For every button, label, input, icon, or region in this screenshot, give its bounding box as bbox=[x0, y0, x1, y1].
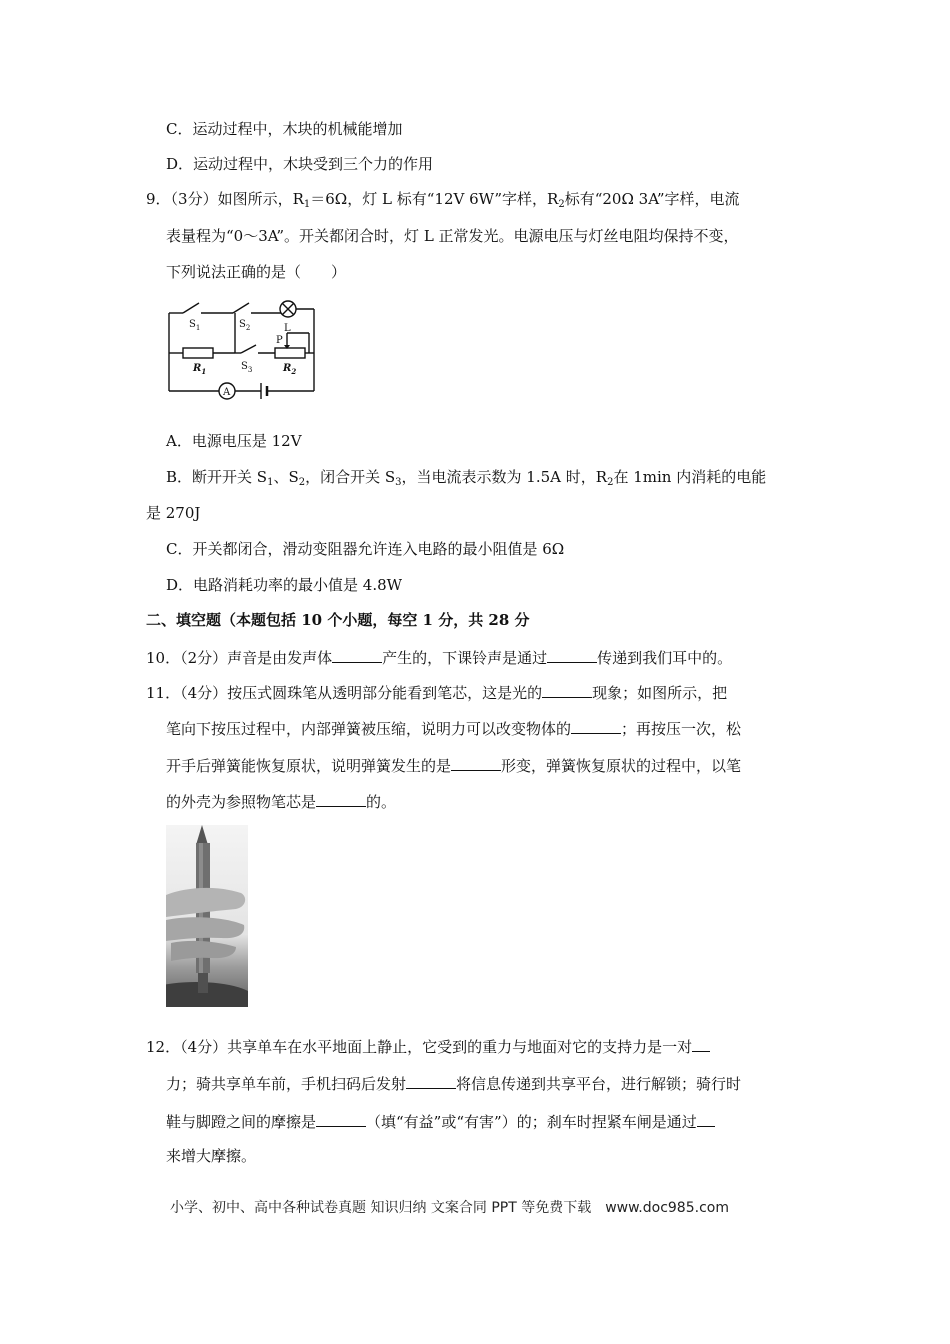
subscript: 1 bbox=[303, 199, 311, 210]
q9-number: 9． bbox=[146, 190, 171, 208]
q9-option-a: A．电源电压是 12V bbox=[166, 432, 302, 450]
text: （4分）共享单车在水平地面上静止，它受到的重力与地面对它的支持力是一对 bbox=[180, 1038, 693, 1056]
pen-press-illustration bbox=[166, 825, 248, 1007]
answer-blank bbox=[697, 1110, 715, 1127]
lamp-label: L bbox=[284, 323, 291, 334]
answer-blank bbox=[542, 681, 592, 698]
text: ；再按压一次，松 bbox=[621, 720, 742, 738]
subscript: 1 bbox=[267, 477, 274, 488]
ammeter-label: A bbox=[223, 387, 231, 398]
q12-line1 bbox=[146, 1035, 710, 1057]
subscript: 3 bbox=[395, 477, 402, 488]
section-heading-fill-in: 二、填空题（本题包括 10 个小题，每空 1 分，共 28 分 bbox=[146, 611, 530, 629]
q11-line4 bbox=[166, 790, 396, 812]
text: 产生的，下课铃声是通过 bbox=[382, 649, 548, 667]
subscript: 2 bbox=[607, 477, 614, 488]
text: 将信息传递到共享平台，进行解锁；骑行时 bbox=[456, 1075, 742, 1093]
q8-option-d: D．运动过程中，木块受到三个力的作用 bbox=[166, 155, 434, 173]
q9-stem-line3: 下列说法正确的是（ ） bbox=[166, 263, 347, 281]
q10-line bbox=[146, 646, 732, 668]
q9-circuit-diagram bbox=[163, 295, 323, 400]
text: 力；骑共享单车前，手机扫码后发射 bbox=[166, 1075, 407, 1093]
q11-line1 bbox=[146, 681, 727, 703]
answer-blank bbox=[692, 1035, 710, 1052]
q9-option-b-line2: 是 270J bbox=[146, 504, 201, 522]
text: 笔向下按压过程中，内部弹簧被压缩，说明力可以改变物体的 bbox=[166, 720, 572, 738]
text: 、S bbox=[273, 468, 299, 486]
footer-download-notice: 小学、初中、高中各种试卷真题 知识归纳 文案合同 PPT 等免费下载 www.doc985.com bbox=[170, 1200, 729, 1216]
q8-option-c: C．运动过程中，木块的机械能增加 bbox=[166, 120, 403, 138]
q12-number: 12． bbox=[146, 1038, 181, 1056]
q10-number: 10． bbox=[146, 649, 181, 667]
q12-line3 bbox=[166, 1110, 715, 1132]
text: 的外壳为参照物笔芯是 bbox=[166, 793, 317, 811]
answer-blank bbox=[571, 717, 621, 734]
q11-number: 11． bbox=[146, 684, 181, 702]
q9-option-c: C．开关都闭合，滑动变阻器允许连入电路的最小阻值是 6Ω bbox=[166, 540, 565, 558]
text: （填“有益”或“有害”）的；刹车时捏紧车闸是通过 bbox=[366, 1113, 697, 1131]
q9-text: （3分）如图所示，R bbox=[170, 190, 304, 208]
resistor-r1-label: $R_1$ bbox=[193, 363, 207, 376]
switch-s2-label: $S_2$ bbox=[239, 319, 251, 332]
q11-line2 bbox=[166, 717, 741, 739]
text: 在 1min 内消耗的电能 bbox=[613, 468, 767, 486]
subscript: 2 bbox=[298, 477, 306, 488]
answer-blank bbox=[316, 1110, 366, 1127]
text: 传递到我们耳中的。 bbox=[597, 649, 733, 667]
text: 的。 bbox=[366, 793, 397, 811]
text: ，当电流表示数为 1.5A 时，R bbox=[401, 468, 608, 486]
answer-blank bbox=[316, 790, 366, 807]
text: 现象；如图所示，把 bbox=[592, 684, 728, 702]
pen-photo bbox=[166, 825, 248, 1007]
q11-line3 bbox=[166, 754, 741, 776]
switch-s3-label: $S_3$ bbox=[241, 361, 253, 374]
answer-blank bbox=[451, 754, 501, 771]
q12-line2 bbox=[166, 1072, 741, 1094]
answer-blank bbox=[332, 646, 382, 663]
switch-s1-label: $S_1$ bbox=[189, 319, 201, 332]
subscript: 2 bbox=[558, 199, 565, 210]
q9-text: 标有“20Ω 3A”字样，电流 bbox=[564, 190, 740, 208]
text: （4分）按压式圆珠笔从透明部分能看到笔芯，这是光的 bbox=[180, 684, 543, 702]
answer-blank bbox=[406, 1072, 456, 1089]
answer-blank bbox=[547, 646, 597, 663]
text: （2分）声音是由发声体 bbox=[180, 649, 333, 667]
q9-option-d: D．电路消耗功率的最小值是 4.8W bbox=[166, 576, 403, 594]
q9-stem-line1 bbox=[146, 189, 740, 215]
text: ，闭合开关 S bbox=[305, 468, 396, 486]
text: B．断开开关 S bbox=[166, 468, 268, 486]
resistor-r2-label: $R_2$ bbox=[283, 363, 297, 376]
q9-text: ＝6Ω，灯 L 标有“12V 6W”字样，R bbox=[310, 190, 559, 208]
q9-option-b-line1 bbox=[166, 467, 766, 493]
text: 鞋与脚蹬之间的摩擦是 bbox=[166, 1113, 317, 1131]
text: 形变，弹簧恢复原状的过程中，以笔 bbox=[501, 757, 742, 775]
q12-line4: 来增大摩擦。 bbox=[166, 1147, 257, 1165]
text: 开手后弹簧能恢复原状，说明弹簧发生的是 bbox=[166, 757, 452, 775]
q9-stem-line2: 表量程为“0～3A”。开关都闭合时，灯 L 正常发光。电源电压与灯丝电阻均保持不变， bbox=[166, 227, 739, 245]
slider-label: P bbox=[276, 335, 283, 346]
